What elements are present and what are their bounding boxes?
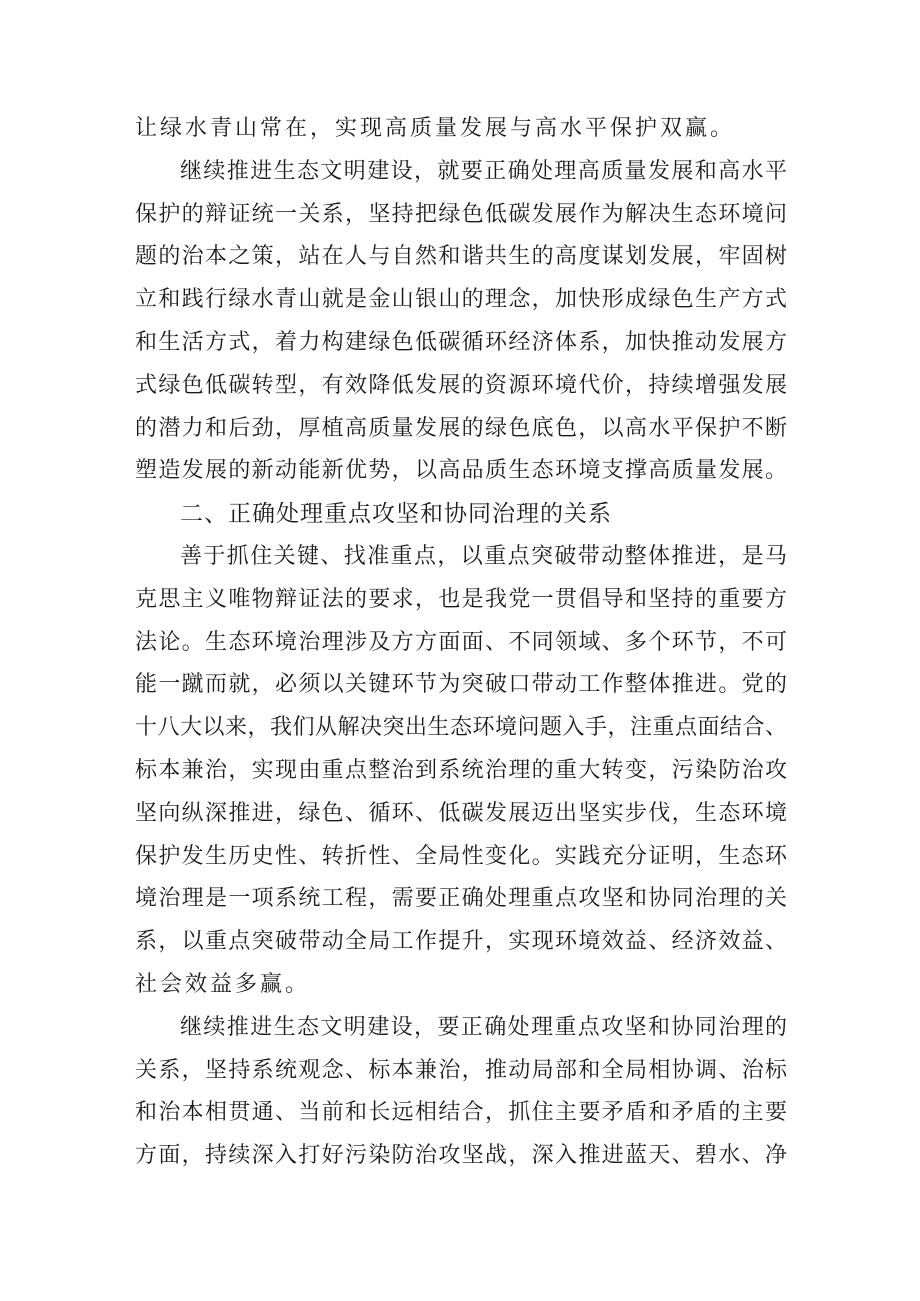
paragraph-line: 继续推进生态文明建设，要正确处理重点攻坚和协同治理的: [180, 1014, 787, 1040]
paragraph-line: 让绿水青山常在，实现高质量发展与高水平保护双赢。: [135, 116, 736, 141]
paragraph-line: 境治理是一项系统工程，需要正确处理重点攻坚和协同治理的关: [135, 886, 787, 912]
paragraph-line: 克思主义唯物辩证法的要求，也是我党一贯倡导和坚持的重要方: [135, 586, 787, 612]
paragraph-line: 标本兼治，实现由重点整治到系统治理的重大转变，污染防治攻: [135, 757, 787, 783]
paragraph-line: 立和践行绿水青山就是金山银山的理念，加快形成绿色生产方式: [135, 287, 787, 313]
paragraph-line: 善于抓住关键、找准重点，以重点突破带动整体推进，是马: [180, 543, 787, 569]
paragraph-line: 塑造发展的新动能新优势，以高品质生态环境支撑高质量发展。: [135, 458, 787, 484]
paragraph-line: 和治本相贯通、当前和长远相结合，抓住主要矛盾和矛盾的主要: [135, 1100, 787, 1126]
paragraph-line: 题的治本之策，站在人与自然和谐共生的高度谋划发展，牢固树: [135, 244, 787, 270]
paragraph-line: 保护发生历史性、转折性、全局性变化。实践充分证明，生态环: [135, 843, 787, 869]
paragraph-line: 和生活方式，着力构建绿色低碳循环经济体系，加快推动发展方: [135, 329, 787, 355]
paragraph-line: 继续推进生态文明建设，就要正确处理高质量发展和高水平: [180, 158, 787, 184]
paragraph-line: 社会效益多赢。: [135, 971, 311, 997]
paragraph-line: 保护的辩证统一关系，坚持把绿色低碳发展作为解决生态环境问: [135, 201, 787, 227]
document-page: [135, 108, 787, 1178]
paragraph-line: 系，以重点突破带动全局工作提升，实现环境效益、经济效益、: [135, 929, 787, 955]
paragraph-line: 法论。生态环境治理涉及方方面面、不同领域、多个环节，不可: [135, 629, 787, 655]
paragraph-line: 式绿色低碳转型，有效降低发展的资源环境代价，持续增强发展: [135, 372, 787, 398]
paragraph-line: 的潜力和后劲，厚植高质量发展的绿色底色，以高水平保护不断: [135, 415, 787, 441]
paragraph-line: 十八大以来，我们从解决突出生态环境问题入手，注重点面结合、: [135, 715, 787, 741]
paragraph-line: 坚向纵深推进，绿色、循环、低碳发展迈出坚实步伐，生态环境: [135, 800, 787, 826]
section-heading: 二、正确处理重点攻坚和协同治理的关系: [180, 501, 612, 528]
paragraph-line: 能一蹴而就，必须以关键环节为突破口带动工作整体推进。党的: [135, 672, 787, 698]
paragraph-line: 方面，持续深入打好污染防治攻坚战，深入推进蓝天、碧水、净: [135, 1143, 787, 1169]
paragraph-line: 关系，坚持系统观念、标本兼治，推动局部和全局相协调、治标: [135, 1057, 787, 1083]
